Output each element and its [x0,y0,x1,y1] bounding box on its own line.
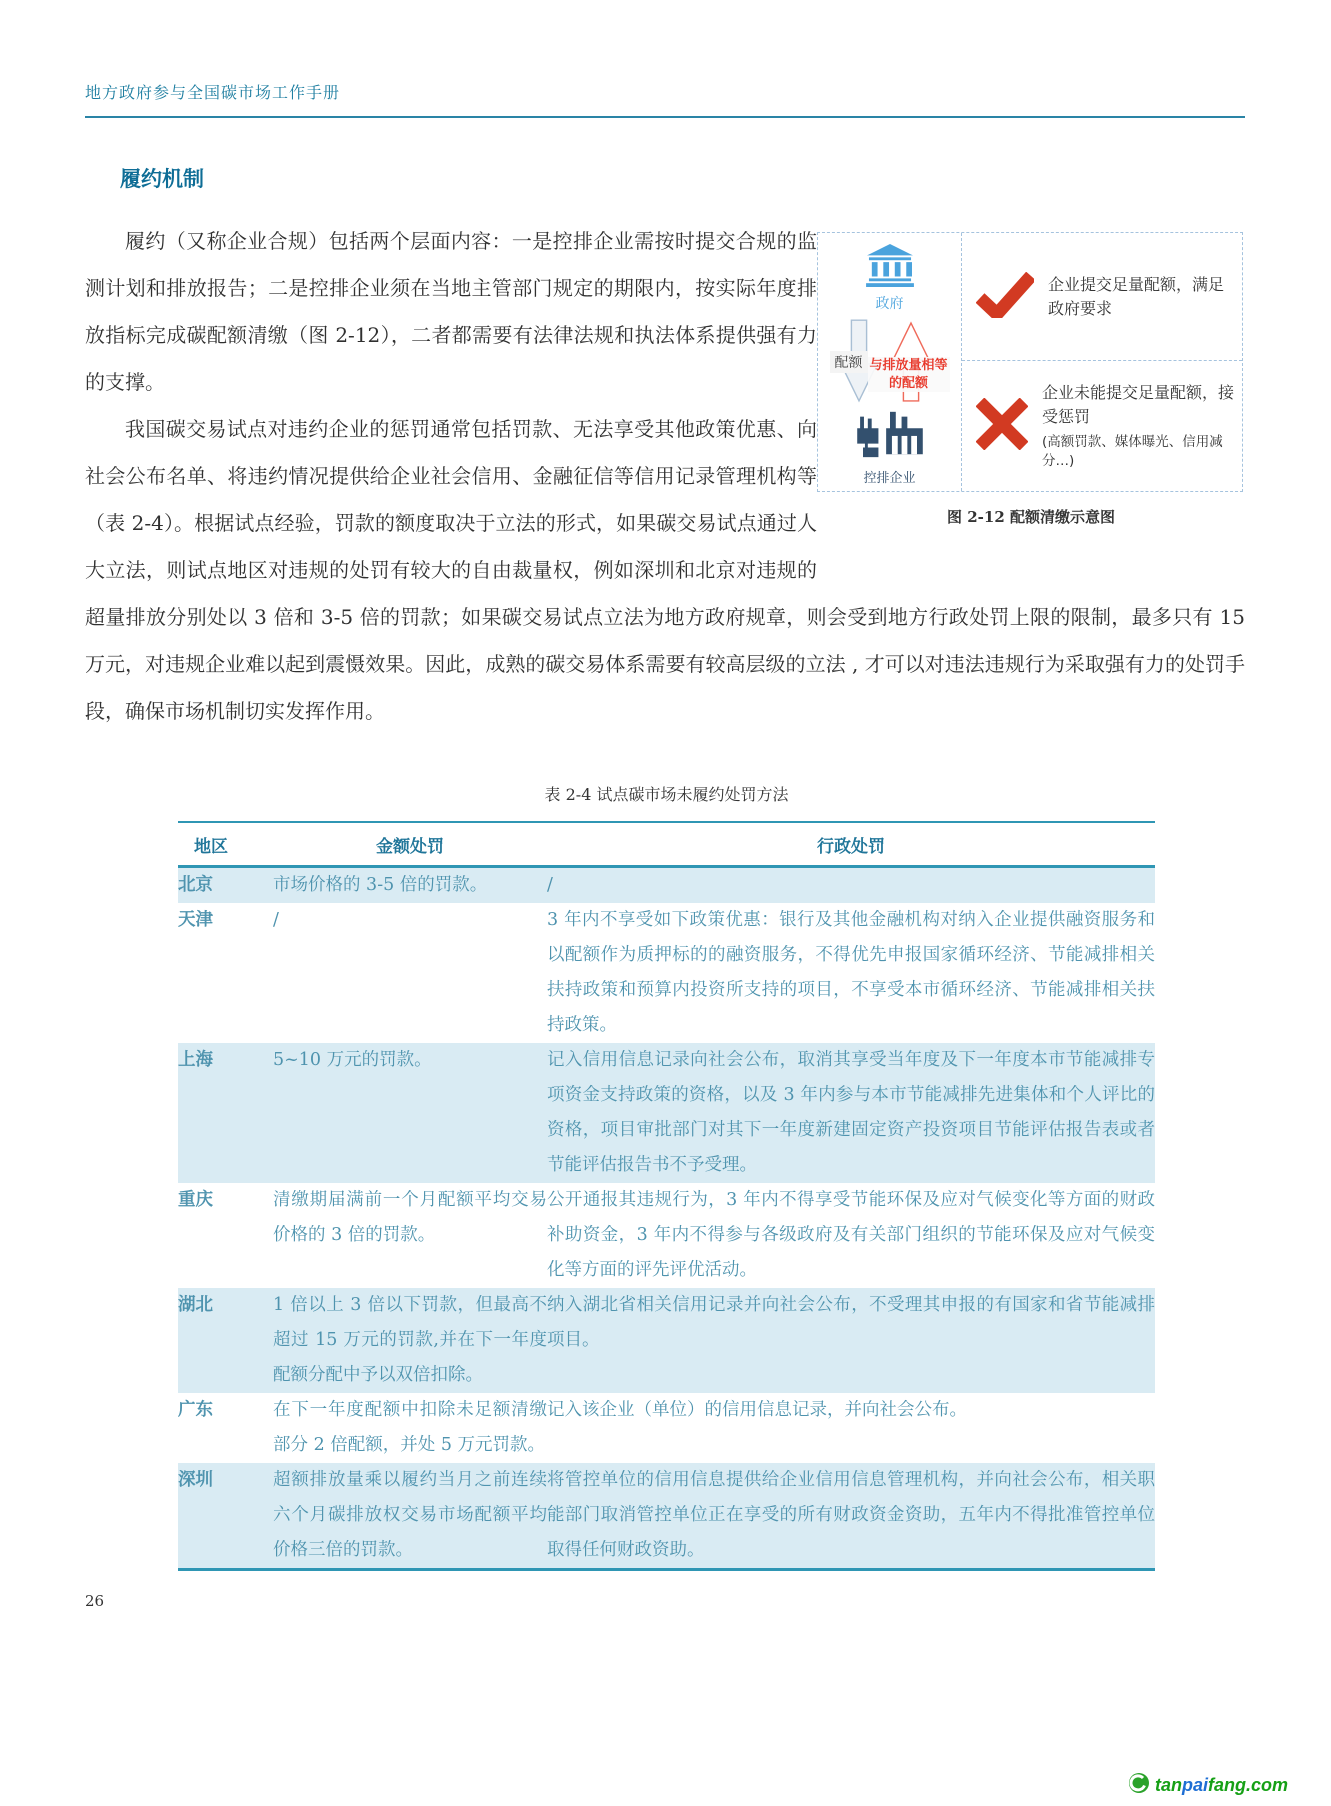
fine-cell: 1 倍以上 3 倍以下罚款，但最高不超过 15 万元的罚款,并在下一年度配额分配中予以双倍扣除。 [273,1295,547,1385]
figure-left-panel [818,233,962,491]
region-cell: 上海 [178,1050,213,1070]
body-content [85,218,1245,735]
table-row-shenzhen [178,1463,1155,1570]
tanpaifang-logo-icon [1128,1772,1155,1799]
table-row-guangdong [178,1393,1155,1463]
admin-cell: 3 年内不享受如下政策优惠：银行及其他金融机构对纳入企业提供融资服务和以配额作为质押标的的融资服务，不得优先申报国家循环经济、节能减排相关扶持政策和预算内投资所支持的项目，不享受本市循环经济、节能减排相关扶持政策。 [547,910,1155,1035]
compliance-fail-textblock [1042,381,1234,471]
penalty-table-section [178,782,1155,1571]
figure-2-12 [817,232,1245,527]
equal-quota-label: 与排放量相等的配额 [869,358,948,391]
table-title: 表 2-4 试点碳市场未履约处罚方法 [544,785,789,804]
page-number: 26 [85,1592,105,1610]
table-row-tianjin [178,903,1155,1043]
region-cell: 天津 [178,910,213,930]
table-header-row [178,822,1155,867]
paragraph-1: 履约（又称企业合规）包括两个层面内容：一是控排企业需按时提交合规的监测计划和排放报告；二是控排企业须在当地主管部门规定的期限内，按实际年度排放指标完成碳配额清缴（图 2-12），二者都需要有法律法规和执法体系提供强有力的支撑。 [85,229,817,394]
tanpaifang-watermark [1128,1772,1288,1799]
table-row-beijing [178,867,1155,904]
fine-cell: 市场价格的 3-5 倍的罚款。 [273,875,488,895]
doc-title: 地方政府参与全国碳市场工作手册 [85,83,341,102]
fine-cell: / [273,910,279,930]
region-cell: 北京 [178,875,213,895]
compliance-pass-cell [962,233,1242,361]
compliance-pass-text: 企业提交足量配额，满足政府要求 [1048,274,1225,318]
paragraph-2: 我国碳交易试点对违约企业的惩罚通常包括罚款、无法享受其他政策优惠、向社会公布名单、将违约情况提供给企业社会信用、金融征信等信用记录管理机构等（表 2-4）。根据试点经验，罚款的额度取决于立法的形式，如果碳交易试点通过人大立法，则试点地区对违规的处罚有较大的自由裁量权，例如深圳和北京对违规的超量排放分别处以 3 倍和 3-5 倍的罚款；如果碳交易试点立法为地方政府规章，则会受到地方行政处罚上限的限制，最多只有 15 万元，对违规企业难以起到震慑效果。因此，成熟的碳交易体系需要有较高层级的立法 , 才可以对违法违规行为采取强有力的处罚手段，确保市场机制切实发挥作用。 [85,417,1245,723]
penalty-table [178,821,1155,1571]
region-cell: 重庆 [178,1190,213,1210]
fine-cell: 在下一年度配额中扣除未足额清缴部分 2 倍配额，并处 5 万元罚款。 [273,1400,547,1455]
logo-text-pai: pai [1182,1775,1209,1795]
table-row-hubei [178,1288,1155,1393]
admin-cell: 将管控单位的信用信息提供给企业信用信息管理机构，并向社会公布，相关职能部门取消管控单位正在享受的所有财政资金资助，五年内不得批准管控单位取得任何财政资助。 [547,1463,1155,1570]
factory-icons [852,407,928,465]
header-rule [85,116,1245,118]
admin-cell: 纳入湖北省相关信用记录并向社会公布，不受理其申报的有国家和省节能减排项目。 [547,1295,1155,1350]
quota-flow-arrows [830,317,950,409]
region-cell: 深圳 [178,1463,273,1570]
quota-label: 配额 [830,351,868,373]
figure-right-panel [962,233,1242,491]
admin-cell: 公开通报其违规行为，3 年内不得享受节能环保及应对气候变化等方面的财政补助资金，3 年内不得参与各级政府及有关部门组织的节能环保及应对气候变化等方面的评先评优活动。 [547,1190,1155,1280]
figure-box [817,232,1243,492]
admin-cell: 记入该企业（单位）的信用信息记录，并向社会公布。 [547,1400,967,1420]
logo-text-fang: fang.com [1208,1775,1289,1795]
checkmark-icon [976,272,1034,322]
government-building-icon [865,243,915,291]
logo-text-tan: tan [1155,1775,1182,1795]
table-row-shanghai [178,1043,1155,1183]
fine-cell: 超额排放量乘以履约当月之前连续六个月碳排放权交易市场配额平均价格三倍的罚款。 [273,1463,547,1570]
region-cell: 湖北 [178,1295,213,1315]
header-region: 地区 [178,822,273,867]
table-row-chongqing [178,1183,1155,1288]
cross-icon [976,398,1028,454]
compliance-fail-text: 企业未能提交足量配额，接受惩罚 [1042,383,1235,427]
region-cell: 广东 [178,1400,213,1420]
government-label: 政府 [875,296,904,312]
controlled-enterprise-label: 控排企业 [863,471,916,486]
figure-caption: 图 2-12 配额清缴示意图 [947,508,1115,526]
fine-cell: 5~10 万元的罚款。 [273,1050,432,1070]
page-header [85,80,1245,103]
header-fine: 金额处罚 [273,822,547,867]
admin-cell: / [547,875,553,895]
admin-cell: 记入信用信息记录向社会公布，取消其享受当年度及下一年度本市节能减排专项资金支持政策的资格，以及 3 年内参与本市节能减排先进集体和个人评比的资格，项目审批部门对其下一年度新建固定资产投资项目节能评估报告表或者节能评估报告书不予受理。 [547,1050,1155,1175]
compliance-fail-cell [962,361,1242,491]
fine-cell: 清缴期届满前一个月配额平均交易价格的 3 倍的罚款。 [273,1190,547,1245]
compliance-fail-subtext: (高额罚款、媒体曝光、信用减分…) [1042,434,1223,469]
section-heading: 履约机制 [120,167,204,191]
header-admin: 行政处罚 [547,822,1155,867]
